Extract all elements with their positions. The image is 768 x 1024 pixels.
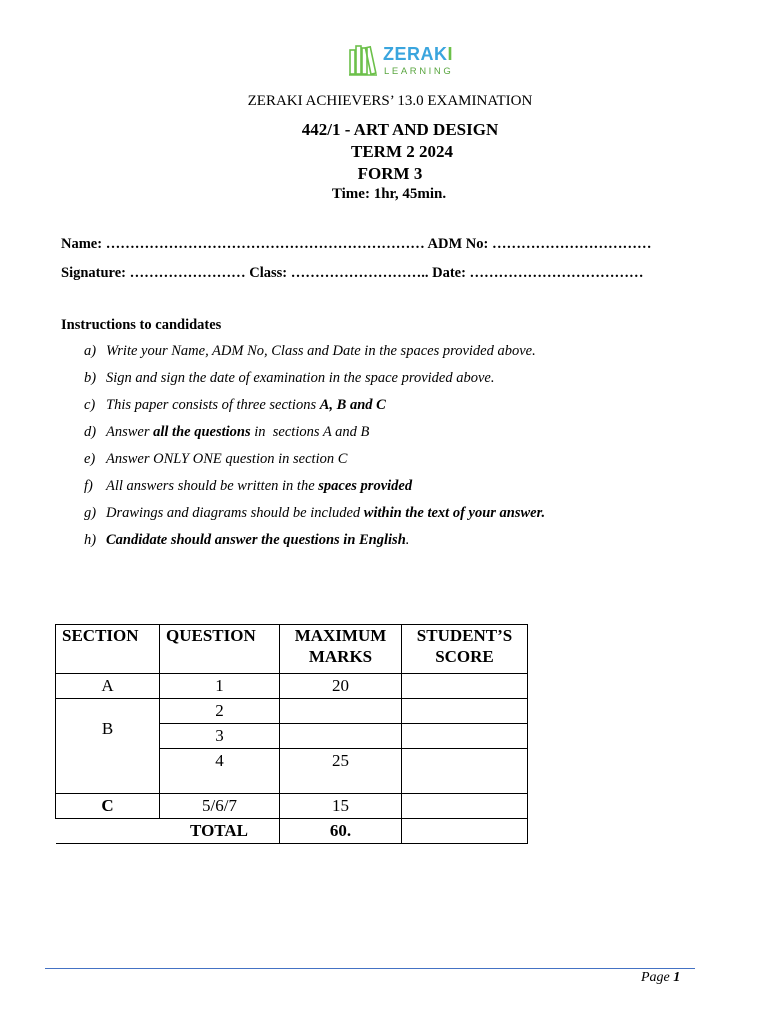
cell-question: 1 [160, 674, 280, 699]
name-adm-field-line: Name: ………………………………………………………… ADM No: …………………………… [61, 236, 652, 252]
table-row [56, 794, 528, 819]
instruction-item [84, 343, 545, 370]
instruction-item [84, 370, 545, 397]
cell-max-marks: 15 [280, 794, 402, 819]
instructions-heading: Instructions to candidates [61, 317, 222, 333]
exam-term: TERM 2 2024 [351, 142, 453, 161]
instruction-text: Answer all the questions in sections A and B [106, 424, 370, 440]
instructions-list [84, 343, 545, 559]
instruction-marker: f) [84, 478, 93, 494]
instruction-marker: a) [84, 343, 97, 359]
cell-max-marks: 25 [280, 749, 402, 794]
paper-code: 442/1 - ART AND DESIGN [301, 120, 499, 139]
total-label: TOTAL [56, 819, 280, 844]
total-score[interactable] [402, 819, 528, 844]
cell-question: 2 [160, 699, 280, 724]
cell-score[interactable] [402, 674, 528, 699]
cell-max-marks: 20 [280, 674, 402, 699]
instruction-item [84, 478, 545, 505]
cell-question: 5/6/7 [160, 794, 280, 819]
instruction-text: All answers should be written in the spaces provided [106, 478, 413, 494]
table-row [56, 674, 528, 699]
header-question: QUESTION [160, 625, 280, 674]
table-row [56, 699, 528, 724]
instruction-text: Candidate should answer the questions in English. [106, 532, 410, 548]
instruction-text: Answer ONLY ONE question in section C [106, 451, 348, 467]
instruction-text: This paper consists of three sections A, B and C [106, 397, 386, 413]
instruction-item [84, 397, 545, 424]
instruction-item [84, 424, 545, 451]
instruction-marker: b) [84, 370, 97, 386]
exam-time: Time: 1hr, 45min. [331, 186, 447, 202]
table-total-row [56, 819, 528, 844]
instruction-item [84, 505, 545, 532]
page-number: Page 1 [641, 970, 681, 985]
cell-section: A [56, 674, 160, 699]
instruction-marker: h) [84, 532, 97, 548]
instruction-marker: d) [84, 424, 97, 440]
cell-max-marks [280, 724, 402, 749]
logo-tagline: LEARNING [384, 66, 454, 77]
instruction-item [84, 532, 545, 559]
header-section: SECTION [56, 625, 160, 674]
cell-question: 3 [160, 724, 280, 749]
logo-brand: ZERAKI [383, 44, 454, 64]
instruction-text: Write your Name, ADM No, Class and Date in the spaces provided above. [106, 343, 536, 359]
header-students-score: STUDENT’S SCORE [402, 625, 528, 674]
instruction-marker: c) [84, 397, 96, 413]
total-marks: 60. [280, 819, 402, 844]
cell-score[interactable] [402, 749, 528, 794]
instruction-text: Drawings and diagrams should be included within the text of your answer. [106, 505, 546, 521]
books-icon [349, 44, 377, 76]
cell-max-marks [280, 699, 402, 724]
cell-section: B [56, 699, 160, 794]
instruction-item [84, 451, 545, 478]
cell-score[interactable] [402, 724, 528, 749]
cell-question: 4 [160, 749, 280, 794]
exam-title: ZERAKI ACHIEVERS’ 13.0 EXAMINATION [247, 93, 533, 109]
cell-score[interactable] [402, 699, 528, 724]
cell-section: C [56, 794, 160, 819]
exam-form: FORM 3 [357, 164, 423, 183]
instruction-marker: g) [84, 505, 97, 521]
marks-table [55, 624, 528, 844]
footer-divider [45, 968, 695, 969]
zeraki-logo [349, 44, 453, 76]
signature-class-date-field-line: Signature: …………………… Class: ……………………….. Date: ……………………………… [61, 265, 644, 281]
instruction-text: Sign and sign the date of examination in the space provided above. [106, 370, 495, 386]
cell-score[interactable] [402, 794, 528, 819]
header-maximum-marks: MAXIMUM MARKS [280, 625, 402, 674]
instruction-marker: e) [84, 451, 96, 467]
table-header-row [56, 625, 528, 674]
